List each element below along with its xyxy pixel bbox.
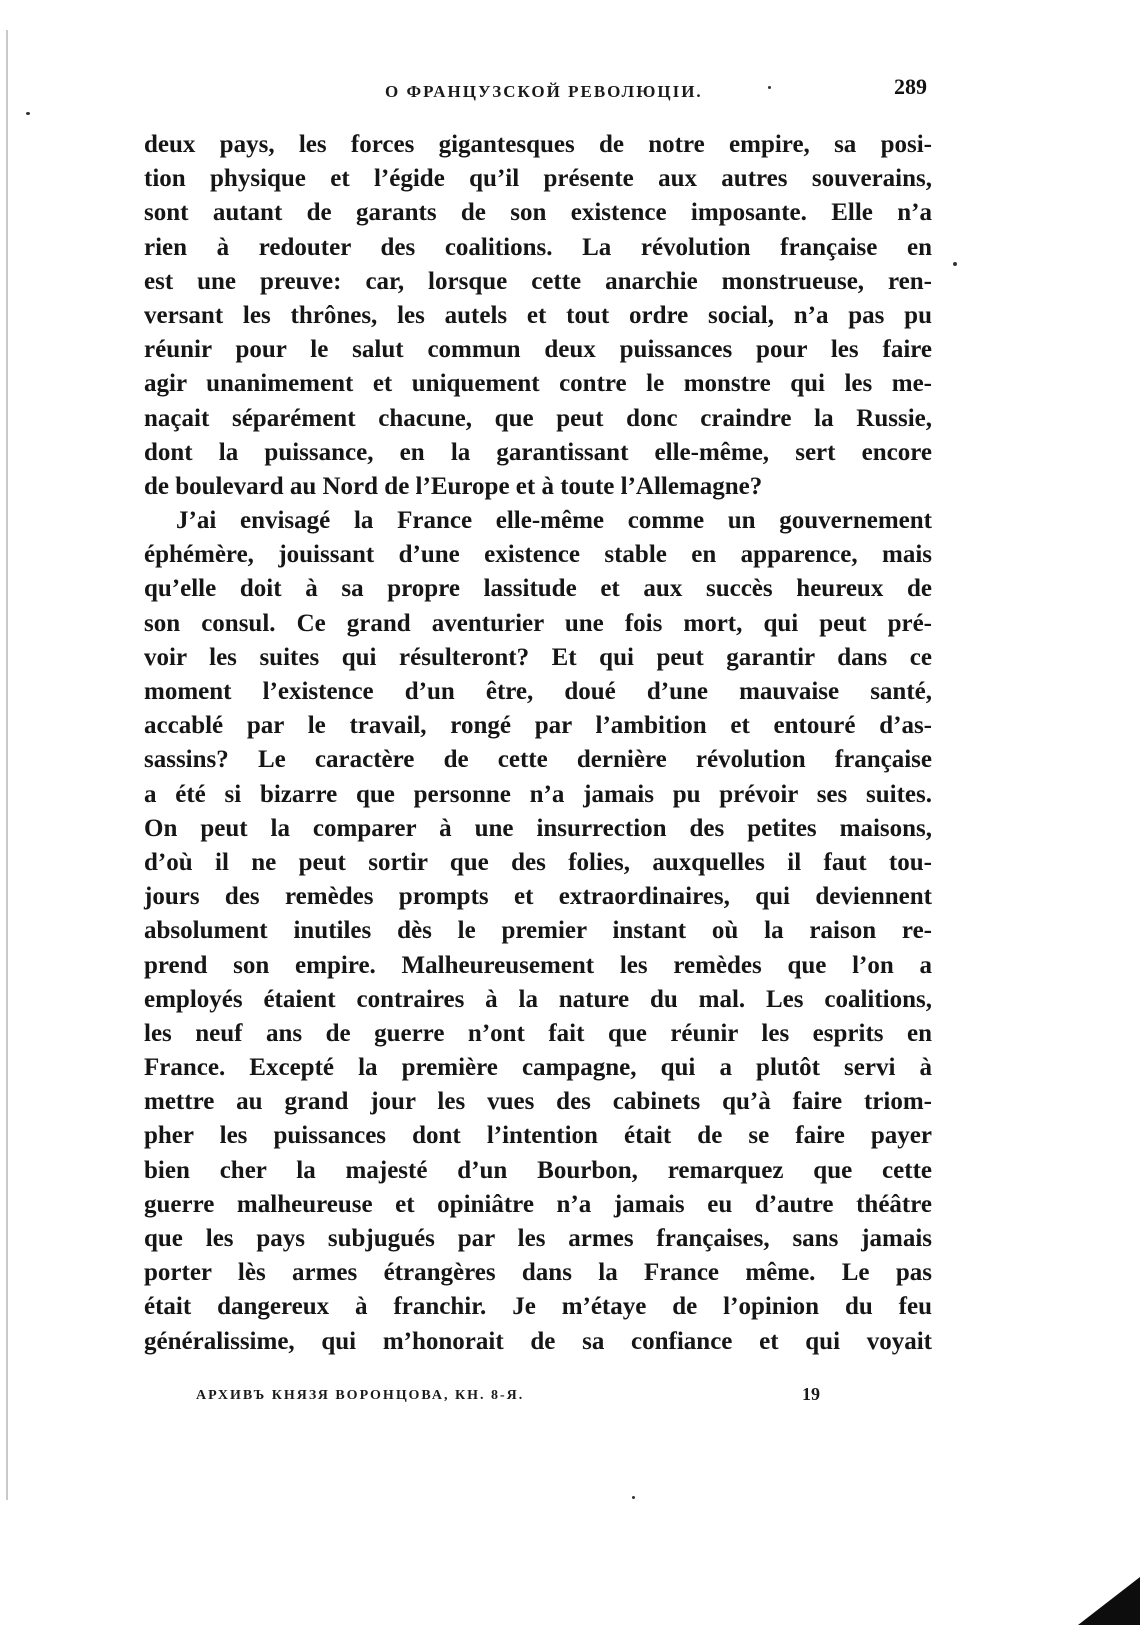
scan-speck	[953, 262, 957, 266]
text-line: guerre malheureuse et opiniâtre n’a jamais eu d’autre théâtre	[144, 1190, 932, 1218]
text-line: prend son empire. Malheureusement les remèdes que l’on a	[144, 951, 932, 979]
text-line: voir les suites qui résulteront? Et qui peut garantir dans ce	[144, 643, 932, 671]
scan-corner-mark	[1078, 1577, 1140, 1625]
scan-speck	[768, 86, 771, 89]
text-line: réunir pour le salut commun deux puissances pour les faire	[144, 336, 932, 364]
text-line: employés étaient contraires à la nature du mal. Les coalitions,	[144, 985, 932, 1013]
text-line: que les pays subjugués par les armes françaises, sans jamais	[144, 1225, 932, 1252]
running-head-title: О ФРАНЦУЗСКОЙ РЕВОЛЮЦІИ.	[385, 82, 703, 101]
sheet-number: 19	[802, 1384, 820, 1404]
page-edge-line	[6, 30, 8, 1500]
text-line: naçait séparément chacune, que peut donc craindre la Russie,	[144, 404, 932, 432]
text-line: tion physique et l’égide qu’il présente aux autres souverains,	[144, 165, 932, 193]
body-text	[144, 128, 932, 1359]
text-line: est une preuve: car, lorsque cette anarchie monstrueuse, ren-	[144, 267, 932, 295]
text-line: J’ai envisagé la France elle-même comme un gouvernement	[176, 507, 932, 535]
text-line: rien à redouter des coalitions. La révolution française en	[144, 233, 932, 261]
page-number: 289	[894, 74, 927, 99]
text-line: porter lès armes étrangères dans la France même. Le pas	[144, 1259, 932, 1287]
text-line: sont autant de garants de son existence imposante. Elle n’a	[144, 199, 932, 227]
scan-speck	[632, 1496, 635, 1499]
text-line: généralissime, qui m’honorait de sa confiance et qui voyait	[144, 1327, 932, 1355]
text-line: dont la puissance, en la garantissant elle-même, sert encore	[144, 438, 932, 466]
text-line: était dangereux à franchir. Je m’étaye de l’opinion du feu	[144, 1293, 932, 1321]
text-line: les neuf ans de guerre n’ont fait que réunir les esprits en	[144, 1019, 932, 1047]
text-line: pher les puissances dont l’intention était de se faire payer	[144, 1122, 932, 1150]
text-line: deux pays, les forces gigantesques de notre empire, sa posi-	[144, 131, 932, 158]
text-line: mettre au grand jour les vues des cabinets qu’à faire triom-	[144, 1088, 932, 1116]
text-line: moment l’existence d’un être, doué d’une mauvaise santé,	[144, 678, 932, 705]
text-line: jours des remèdes prompts et extraordinaires, qui deviennent	[144, 883, 932, 911]
page-footer	[140, 1382, 935, 1412]
scan-speck	[26, 112, 30, 115]
text-line: bien cher la majesté d’un Bourbon, remarquez que cette	[144, 1156, 932, 1184]
text-line: a été si bizarre que personne n’a jamais pu prévoir ses suites.	[144, 780, 932, 808]
text-line: de boulevard au Nord de l’Europe et à toute l’Allemagne?	[144, 472, 763, 500]
text-line: son consul. Ce grand aventurier une fois mort, qui peut pré-	[144, 609, 932, 637]
text-line: agir unanimement et uniquement contre le monstre qui les me-	[144, 370, 932, 398]
text-line: accablé par le travail, rongé par l’ambition et entouré d’as-	[144, 712, 932, 740]
text-line: éphémère, jouissant d’une existence stable en apparence, mais	[144, 541, 932, 569]
text-line: versant les thrônes, les autels et tout ordre social, n’a pas pu	[144, 301, 932, 329]
running-head	[140, 74, 935, 110]
signature-mark: АРХИВЪ КНЯЗЯ ВОРОНЦОВА, КН. 8-Я.	[196, 1388, 525, 1403]
text-line: qu’elle doit à sa propre lassitude et aux succès heureux de	[144, 575, 932, 603]
text-line: France. Excepté la première campagne, qui a plutôt servi à	[144, 1054, 932, 1082]
text-line: d’où il ne peut sortir que des folies, auxquelles il faut tou-	[144, 848, 932, 876]
text-line: absolument inutiles dès le premier instant où la raison re-	[144, 917, 932, 945]
text-line: sassins? Le caractère de cette dernière révolution française	[144, 746, 932, 774]
text-line: On peut la comparer à une insurrection des petites maisons,	[144, 814, 932, 842]
